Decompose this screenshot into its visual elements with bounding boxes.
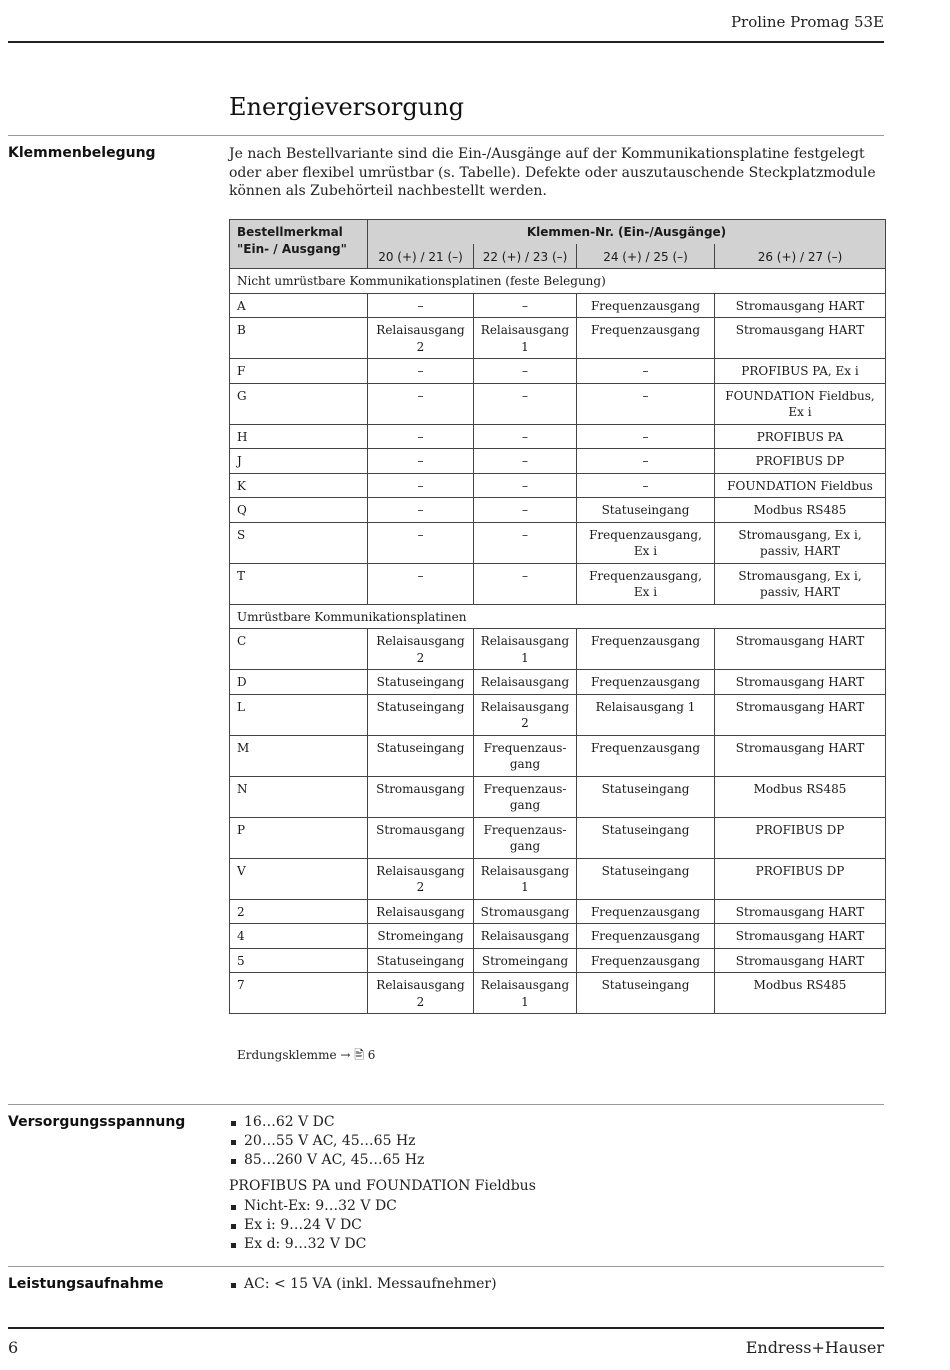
col-header-20-21: 20 (+) / 21 (–) [368,244,474,269]
table-cell-code: P [230,817,368,858]
table-cell: Statuseingang [577,498,715,523]
table-cell: Modbus RS485 [715,498,886,523]
list-item: 16…62 V DC [229,1113,424,1132]
table-cell: Relaisausgang 2 [474,694,577,735]
table-cell: – [474,498,577,523]
table-cell: FOUNDATION Fieldbus [715,473,886,498]
table-cell: – [368,359,474,384]
table-cell-code: J [230,449,368,474]
table-cell: Stromausgang [368,776,474,817]
section-rule-klemmen [8,135,884,136]
table-cell: Statuseingang [577,973,715,1014]
table-cell: Statuseingang [368,670,474,695]
table-row [230,424,886,449]
label-klemmenbelegung: Klemmenbelegung [8,145,156,161]
table-cell: PROFIBUS DP [715,449,886,474]
col-header-22-23: 22 (+) / 23 (–) [474,244,577,269]
table-cell: Relaisausgang 2 [368,629,474,670]
table-cell: FOUNDATION Fieldbus, Ex i [715,383,886,424]
table-cell: Stromausgang [474,899,577,924]
table-cell: – [368,449,474,474]
table-row [230,359,886,384]
table-row [230,973,886,1014]
table-cell: Stromausgang HART [715,899,886,924]
table-row [230,817,886,858]
table-cell: Frequenzausgang [577,948,715,973]
list-item: 85…260 V AC, 45…65 Hz [229,1151,424,1170]
col-header-klemmen: Klemmen-Nr. (Ein-/Ausgänge) [368,220,886,245]
table-row [230,293,886,318]
table-cell: Frequenzausgang [577,293,715,318]
table-cell: – [577,449,715,474]
table-cell: Stromausgang HART [715,694,886,735]
table-cell: Relaisausgang 1 [474,858,577,899]
table-cell: Frequenzausgang [474,735,577,776]
table-cell-code: M [230,735,368,776]
table-cell: – [474,563,577,604]
table-cell: Stromausgang HART [715,318,886,359]
table-row [230,629,886,670]
table-cell-code: Q [230,498,368,523]
table-cell-code: S [230,522,368,563]
table-cell: Relaisausgang 2 [368,973,474,1014]
table-cell: PROFIBUS PA [715,424,886,449]
table-cell: Statuseingang [368,694,474,735]
table-cell: Relaisausgang 1 [474,973,577,1014]
table-cell: – [474,359,577,384]
table-row [230,522,886,563]
table-cell-code: F [230,359,368,384]
table-cell: – [368,498,474,523]
terminal-table [229,219,886,1014]
table-row [230,694,886,735]
table-cell: Stromausgang [368,817,474,858]
table-cell: – [368,383,474,424]
table-cell-code: V [230,858,368,899]
table-row [230,383,886,424]
col-header-24-25: 24 (+) / 25 (–) [577,244,715,269]
table-cell: Statuseingang [577,776,715,817]
table-cell-code: C [230,629,368,670]
table-row [230,735,886,776]
klemmen-intro: Je nach Bestellvariante sind die Ein-/Ausgänge auf der Kommunikationsplatine festgelegt oder aber flexibel umrüstbar (s. Tabelle). Defekte oder auszutauschende Steckplatzmodule können als Zubehörteil nachbestellt werden. [229,146,876,199]
table-cell: Relaisausgang 2 [368,318,474,359]
col-header-bestellmerkmal: Bestellmerkmal "Ein- / Ausgang" [230,220,368,269]
supply-voltage-list [229,1113,424,1170]
table-cell: Stromausgang HART [715,670,886,695]
table-row [230,670,886,695]
table-cell: – [368,563,474,604]
table-cell: Stromeingang [368,924,474,949]
table-cell: – [368,293,474,318]
table-cell: – [474,293,577,318]
table-row [230,473,886,498]
table-cell: Frequenzausgang [577,924,715,949]
table-cell-code: 2 [230,899,368,924]
table-cell: – [474,473,577,498]
table-cell: Frequenzausgang [577,629,715,670]
table-cell: Relaisausgang [474,924,577,949]
table-cell-code: 4 [230,924,368,949]
label-leistungsaufnahme: Leistungsaufnahme [8,1276,164,1292]
table-cell-code: B [230,318,368,359]
table-row [230,858,886,899]
table-cell: – [577,473,715,498]
table-row [230,924,886,949]
table-cell: Stromausgang HART [715,629,886,670]
col-header-26-27: 26 (+) / 27 (–) [715,244,886,269]
table-row [230,563,886,604]
brand-name: Endress+Hauser [745,1338,884,1357]
table-row [230,449,886,474]
label-versorgungsspannung: Versorgungsspannung [8,1114,186,1130]
footnote-erdungsklemme: Erdungsklemme → 🖹 6 [237,1048,376,1062]
table-cell: Stromausgang, Ex i, passiv, HART [715,563,886,604]
table-cell-code: A [230,293,368,318]
fieldbus-subhead: PROFIBUS PA und FOUNDATION Fieldbus [229,1178,536,1194]
list-item: Ex i: 9…24 V DC [229,1216,397,1235]
table-row [230,318,886,359]
table-cell: Modbus RS485 [715,973,886,1014]
table-cell: Relaisausgang 2 [368,858,474,899]
table-cell: Frequenzausgang [577,735,715,776]
header-product-name: Proline Promag 53E [730,13,884,31]
table-cell: PROFIBUS PA, Ex i [715,359,886,384]
section-title: Energieversorgung [229,93,465,121]
table-cell-code: 5 [230,948,368,973]
table-cell: Frequenzausgang [577,670,715,695]
table-cell: Modbus RS485 [715,776,886,817]
table-cell: PROFIBUS DP [715,817,886,858]
table-cell-code: T [230,563,368,604]
table-cell: Frequenzausgang [474,817,577,858]
table-cell: – [577,359,715,384]
table-cell: Relaisausgang [474,670,577,695]
header-rule [8,41,884,43]
table-cell: – [474,449,577,474]
table-cell: Frequenzausgang [577,318,715,359]
table-cell: Frequenzausgang [577,899,715,924]
table-cell: Statuseingang [577,817,715,858]
table-cell: – [577,383,715,424]
table-cell: Stromausgang HART [715,735,886,776]
group-row-fixed [230,269,886,294]
list-item: AC: < 15 VA (inkl. Messaufnehmer) [229,1275,497,1294]
table-cell-code: 7 [230,973,368,1014]
table-cell-code: H [230,424,368,449]
table-cell: Statuseingang [577,858,715,899]
table-cell: – [577,424,715,449]
table-row [230,948,886,973]
section-rule-versorgung [8,1104,884,1105]
table-cell-code: K [230,473,368,498]
table-row [230,899,886,924]
list-item: Nicht-Ex: 9…32 V DC [229,1197,397,1216]
table-cell-code: N [230,776,368,817]
table-row [230,776,886,817]
list-item: Ex d: 9…32 V DC [229,1235,397,1254]
table-cell: – [474,522,577,563]
table-cell-code: D [230,670,368,695]
page-number: 6 [8,1338,19,1357]
table-cell: Stromausgang, Ex i, passiv, HART [715,522,886,563]
table-cell: – [368,473,474,498]
footer-rule [8,1327,884,1329]
group-label-fixed: Nicht umrüstbare Kommunikationsplatinen (feste Belegung) [230,269,886,294]
table-cell: PROFIBUS DP [715,858,886,899]
table-cell: Frequenzausgang, Ex i [577,522,715,563]
table-cell: Relaisausgang 1 [577,694,715,735]
table-row [230,498,886,523]
fieldbus-voltage-list [229,1197,397,1254]
table-cell: – [368,522,474,563]
table-cell: Stromausgang HART [715,293,886,318]
table-cell: Stromausgang HART [715,948,886,973]
table-cell: Relaisausgang 1 [474,629,577,670]
table-cell-code: G [230,383,368,424]
power-consumption-list [229,1275,497,1294]
table-cell: Frequenzausgang, Ex i [577,563,715,604]
table-cell: – [474,383,577,424]
section-rule-leistung [8,1266,884,1267]
table-cell: Statuseingang [368,948,474,973]
table-cell: Statuseingang [368,735,474,776]
table-cell: – [474,424,577,449]
table-cell: Relaisausgang [368,899,474,924]
group-label-convertible: Umrüstbare Kommunikationsplatinen [230,604,886,629]
table-cell: – [368,424,474,449]
table-cell: Stromeingang [474,948,577,973]
table-cell: Stromausgang HART [715,924,886,949]
group-row-convertible [230,604,886,629]
list-item: 20…55 V AC, 45…65 Hz [229,1132,424,1151]
table-cell-code: L [230,694,368,735]
table-cell: Relaisausgang 1 [474,318,577,359]
table-cell: Frequenzausgang [474,776,577,817]
